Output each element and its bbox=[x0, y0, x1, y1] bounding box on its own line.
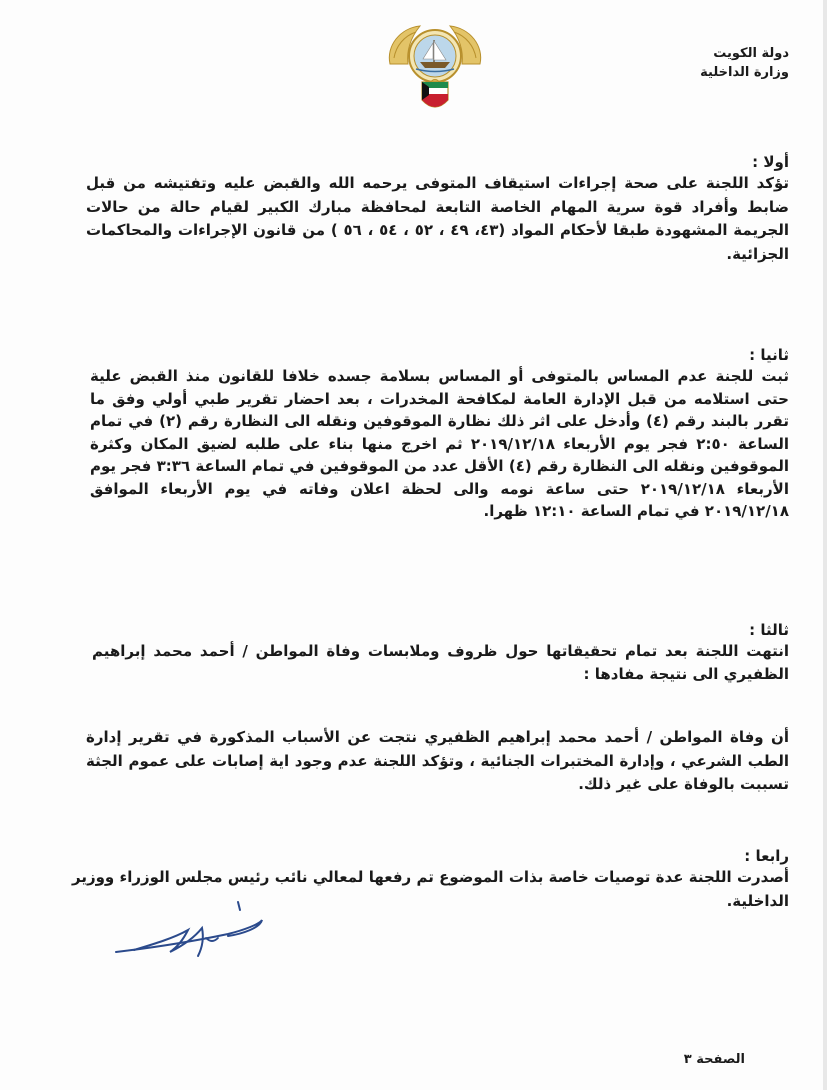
section-third-body: انتهت اللجنة بعد تمام تحقيقاتها حول ظروف وملابسات وفاة المواطن / أحمد محمد إبراهيم الظفيري الى نتيجة مفادها : bbox=[92, 642, 789, 683]
section-third-heading: ثالثا : bbox=[749, 621, 789, 639]
section-first bbox=[86, 152, 789, 266]
section-second bbox=[90, 345, 789, 523]
letterhead bbox=[700, 44, 789, 82]
page-edge bbox=[823, 0, 827, 1090]
section-conclusion-body: أن وفاة المواطن / أحمد محمد إبراهيم الظفيري نتجت عن الأسباب المذكورة في تقرير إدارة الطب الشرعي ، وإدارة المختبرات الجنائية ، وتؤكد اللجنة عدم وجود اية إصابات على عموم الجثة تسببت بالوفاة على غير ذلك. bbox=[86, 728, 789, 793]
ministry-name: وزارة الداخلية bbox=[700, 65, 789, 80]
section-second-heading: ثانيا : bbox=[749, 346, 789, 364]
section-fourth-heading: رابعا : bbox=[744, 847, 789, 865]
state-name: دولة الكويت bbox=[713, 46, 789, 61]
page-number: الصفحة ٣ bbox=[683, 1052, 745, 1067]
section-third bbox=[92, 620, 789, 686]
section-first-body: تؤكد اللجنة على صحة إجراءات استيقاف المتوفى يرحمه الله والقبض عليه وتفتيشه من قبل ضابط وأفراد قوة سرية المهام الخاصة التابعة لمحافظة مبارك الكبير لقيام حالة من حالات الجريمة المشهودة طبقا لأحكام المواد (٤٣، ٤٩ ، ٥٢ ، ٥٤ ، ٥٦ ) من قانون الإجراءات والمحاكمات الجزائية. bbox=[86, 174, 789, 263]
section-second-body: ثبت للجنة عدم المساس بالمتوفى أو المساس بسلامة جسده خلافا للقانون منذ القبض علية حتى استلامه من قبل الإدارة العامة لمكافحة المخدرات ، بعد احضار تقرير طبي أولي وفق ما تقرر بالبند رقم (٤) وأدخل على اثر ذلك نظارة الموقوفين ونقله الى النظارة رقم (٢) في تمام الساعة ٢:٥٠ فجر يوم الأربعاء ٢٠١٩/١٢/١٨ ثم اخرج منها بناء على طلبه لضيق المكان وكثرة الموقوفين ونقله الى النظارة رقم (٤) الأقل عدد من الموقوفين في تمام الساعة ٣:٣٦ فجر يوم الأربعاء ٢٠١٩/١٢/١٨ حتى ساعة نومه والى لحظة اعلان وفاته في يوم الأربعاء الموافق ٢٠١٩/١٢/١٨ في تمام الساعة ١٢:١٠ ظهرا. bbox=[90, 367, 789, 520]
section-fourth-body: أصدرت اللجنة عدة توصيات خاصة بذات الموضوع تم رفعها لمعالي نائب رئيس مجلس الوزراء ووزير الداخلية. bbox=[72, 868, 789, 910]
signature-icon bbox=[110, 898, 270, 968]
kuwait-emblem-icon bbox=[382, 18, 488, 118]
section-conclusion bbox=[86, 726, 789, 797]
section-first-heading: أولا : bbox=[752, 153, 789, 171]
